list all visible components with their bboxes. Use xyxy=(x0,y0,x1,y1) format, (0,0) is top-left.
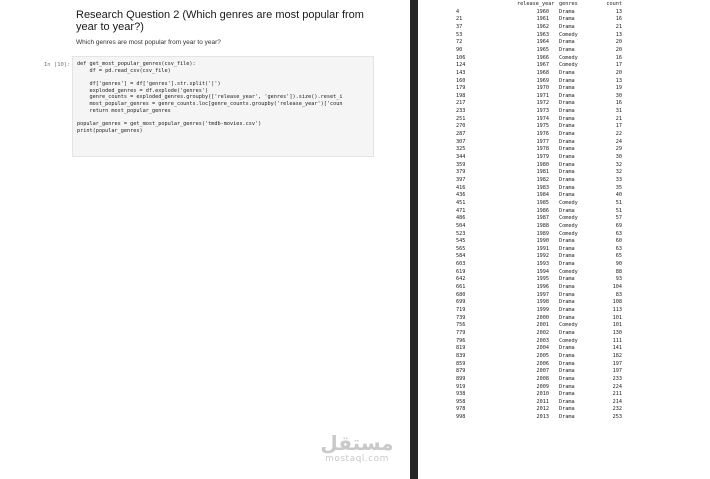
genre-cell: Drama xyxy=(559,245,575,252)
release-year-cell: 2000 xyxy=(536,314,549,321)
row-index: 642 xyxy=(456,276,466,283)
row-index: 739 xyxy=(456,314,466,321)
genre-cell: Drama xyxy=(559,261,575,268)
genre-cell: Drama xyxy=(559,131,575,138)
row-index: 699 xyxy=(456,299,466,306)
row-index: 451 xyxy=(456,199,466,206)
release-year-cell: 2008 xyxy=(536,375,549,382)
genre-cell: Drama xyxy=(559,375,575,382)
genre-cell: Drama xyxy=(559,360,575,367)
count-cell: 101 xyxy=(612,322,622,329)
code-line: print(popular_genres) xyxy=(77,127,143,134)
release-year-cell: 2006 xyxy=(536,360,549,367)
genre-cell: Drama xyxy=(559,284,575,291)
table-row xyxy=(418,85,698,92)
count-cell: 90 xyxy=(615,261,622,268)
row-index: 37 xyxy=(456,23,463,30)
genre-cell: Comedy xyxy=(559,199,578,206)
release-year-cell: 2002 xyxy=(536,329,549,336)
row-index: 719 xyxy=(456,307,466,313)
genre-cell: Comedy xyxy=(559,54,578,61)
row-index: 603 xyxy=(456,261,466,268)
count-cell: 214 xyxy=(612,398,622,405)
cell-prompt: In [10]: xyxy=(44,62,71,68)
table-row xyxy=(418,261,698,268)
row-index: 565 xyxy=(456,245,466,252)
count-cell: 30 xyxy=(615,92,622,99)
table-row xyxy=(418,384,698,391)
release-year-cell: 2009 xyxy=(536,383,549,390)
count-cell: 32 xyxy=(615,161,622,168)
table-row xyxy=(418,185,698,192)
release-year-cell: 1972 xyxy=(536,100,549,107)
genre-cell: Drama xyxy=(559,368,575,375)
table-row xyxy=(418,307,698,314)
count-cell: 20 xyxy=(615,69,622,76)
count-cell: 63 xyxy=(615,230,622,237)
row-index: 344 xyxy=(456,154,466,160)
count-cell: 101 xyxy=(612,314,622,321)
row-index: 619 xyxy=(456,268,466,275)
count-cell: 13 xyxy=(615,8,622,15)
genre-cell: Drama xyxy=(559,352,575,359)
table-row xyxy=(418,406,698,413)
genre-cell: Drama xyxy=(559,92,575,99)
count-cell: 65 xyxy=(615,253,622,260)
release-year-cell: 1987 xyxy=(536,215,549,222)
row-index: 756 xyxy=(456,322,466,329)
genre-cell: Drama xyxy=(559,207,575,214)
table-row xyxy=(418,200,698,207)
table-row xyxy=(418,9,698,16)
release-year-cell: 2010 xyxy=(536,391,549,398)
genre-cell: Drama xyxy=(559,115,575,122)
table-row xyxy=(418,169,698,176)
row-index: 436 xyxy=(456,192,466,199)
count-cell: 57 xyxy=(615,215,622,222)
row-index: 938 xyxy=(456,391,466,398)
release-year-cell: 1998 xyxy=(536,299,549,306)
research-question-heading: Research Question 2 (Which genres are most popular from year to year?) xyxy=(76,9,364,33)
code-line: exploded_genres = df.explode('genres') xyxy=(77,87,209,94)
release-year-cell: 1969 xyxy=(536,77,549,84)
row-index: 879 xyxy=(456,368,466,375)
table-row xyxy=(418,361,698,368)
table-row xyxy=(418,116,698,123)
count-cell: 211 xyxy=(612,391,622,398)
release-year-cell: 1994 xyxy=(536,268,549,275)
row-index: 143 xyxy=(456,69,466,76)
genre-cell: Drama xyxy=(559,276,575,283)
release-year-cell: 1976 xyxy=(536,131,549,138)
release-year-cell: 1996 xyxy=(536,284,549,291)
row-index: 899 xyxy=(456,375,466,382)
release-year-cell: 1989 xyxy=(536,230,549,237)
release-year-cell: 2003 xyxy=(536,337,549,344)
count-cell: 21 xyxy=(615,115,622,122)
table-row xyxy=(418,47,698,54)
release-year-cell: 1997 xyxy=(536,291,549,298)
table-row xyxy=(418,284,698,291)
table-row xyxy=(418,315,698,322)
row-index: 270 xyxy=(456,123,466,130)
genre-cell: Drama xyxy=(559,16,575,23)
genre-cell: Drama xyxy=(559,391,575,398)
genre-cell: Drama xyxy=(559,192,575,199)
question-text: Which genres are most popular from year to year? xyxy=(76,39,221,46)
genre-cell: Drama xyxy=(559,253,575,260)
table-row xyxy=(418,24,698,31)
release-year-cell: 1990 xyxy=(536,238,549,245)
column-header: genres xyxy=(559,1,578,7)
count-cell: 63 xyxy=(615,245,622,252)
code-line: df = pd.read_csv(csv_file) xyxy=(77,67,171,74)
row-index: 958 xyxy=(456,398,466,405)
release-year-cell: 2013 xyxy=(536,414,549,421)
row-index: 72 xyxy=(456,39,463,46)
release-year-cell: 1960 xyxy=(536,8,549,15)
table-row xyxy=(418,208,698,215)
table-row xyxy=(418,123,698,130)
row-index: 287 xyxy=(456,131,466,138)
count-cell: 13 xyxy=(615,77,622,84)
count-cell: 253 xyxy=(612,414,622,421)
row-index: 661 xyxy=(456,284,466,291)
genre-cell: Comedy xyxy=(559,62,578,69)
release-year-cell: 2012 xyxy=(536,406,549,413)
release-year-cell: 2007 xyxy=(536,368,549,375)
genre-cell: Drama xyxy=(559,307,575,313)
table-row xyxy=(418,39,698,46)
row-index: 251 xyxy=(456,115,466,122)
release-year-cell: 1978 xyxy=(536,146,549,153)
genre-cell: Drama xyxy=(559,39,575,46)
genre-cell: Drama xyxy=(559,184,575,191)
count-cell: 24 xyxy=(615,138,622,145)
count-cell: 16 xyxy=(615,16,622,23)
genre-cell: Drama xyxy=(559,69,575,76)
release-year-cell: 1971 xyxy=(536,92,549,99)
table-row xyxy=(418,322,698,329)
count-cell: 108 xyxy=(612,299,622,306)
table-row xyxy=(418,146,698,153)
genre-cell: Drama xyxy=(559,383,575,390)
genre-cell: Comedy xyxy=(559,337,578,344)
count-cell: 20 xyxy=(615,39,622,46)
genre-cell: Drama xyxy=(559,146,575,153)
row-index: 325 xyxy=(456,146,466,153)
count-cell: 17 xyxy=(615,123,622,130)
table-row xyxy=(418,376,698,383)
count-cell: 141 xyxy=(612,345,622,352)
count-cell: 13 xyxy=(615,31,622,38)
row-index: 819 xyxy=(456,345,466,352)
table-row xyxy=(418,238,698,245)
release-year-cell: 1988 xyxy=(536,222,549,229)
table-row xyxy=(418,93,698,100)
count-cell: 232 xyxy=(612,406,622,413)
table-row xyxy=(418,78,698,85)
count-cell: 69 xyxy=(615,222,622,229)
count-cell: 51 xyxy=(615,207,622,214)
row-index: 4 xyxy=(456,8,460,15)
count-cell: 197 xyxy=(612,368,622,375)
count-cell: 19 xyxy=(615,85,622,92)
release-year-cell: 1966 xyxy=(536,54,549,61)
genre-cell: Comedy xyxy=(559,322,578,329)
genre-cell: Drama xyxy=(559,238,575,245)
release-year-cell: 1977 xyxy=(536,138,549,145)
table-row xyxy=(418,16,698,23)
release-year-cell: 1981 xyxy=(536,169,549,176)
row-index: 504 xyxy=(456,222,466,229)
release-year-cell: 1979 xyxy=(536,154,549,160)
row-index: 998 xyxy=(456,414,466,421)
table-row xyxy=(418,162,698,169)
count-cell: 40 xyxy=(615,192,622,199)
table-row xyxy=(418,55,698,62)
release-year-cell: 1991 xyxy=(536,245,549,252)
watermark-logo xyxy=(312,432,402,472)
release-year-cell: 2005 xyxy=(536,352,549,359)
row-index: 90 xyxy=(456,46,463,53)
release-year-cell: 1964 xyxy=(536,39,549,46)
table-row xyxy=(418,292,698,299)
release-year-cell: 1995 xyxy=(536,276,549,283)
watermark-arabic: مستقل xyxy=(320,431,394,455)
table-row xyxy=(418,223,698,230)
count-cell: 104 xyxy=(612,284,622,291)
row-index: 106 xyxy=(456,54,466,61)
count-cell: 182 xyxy=(612,352,622,359)
count-cell: 31 xyxy=(615,108,622,115)
release-year-cell: 1982 xyxy=(536,176,549,183)
table-row xyxy=(418,192,698,199)
count-cell: 32 xyxy=(615,169,622,176)
genre-cell: Drama xyxy=(559,329,575,336)
row-index: 680 xyxy=(456,291,466,298)
count-cell: 113 xyxy=(612,307,622,313)
table-row xyxy=(418,70,698,77)
pane-divider xyxy=(410,0,418,479)
release-year-cell: 1970 xyxy=(536,85,549,92)
count-cell: 17 xyxy=(615,62,622,69)
release-year-cell: 1985 xyxy=(536,199,549,206)
table-row xyxy=(418,154,698,161)
row-index: 217 xyxy=(456,100,466,107)
genre-cell: Drama xyxy=(559,299,575,306)
count-cell: 111 xyxy=(612,337,622,344)
count-cell: 233 xyxy=(612,375,622,382)
row-index: 124 xyxy=(456,62,466,69)
release-year-cell: 1968 xyxy=(536,69,549,76)
count-cell: 35 xyxy=(615,184,622,191)
table-row xyxy=(418,299,698,306)
count-cell: 21 xyxy=(615,23,622,30)
code-line: genre_counts = exploded_genres.groupby(['release_year', 'genres']).size().reset_i xyxy=(77,94,343,101)
genre-cell: Drama xyxy=(559,138,575,145)
row-index: 397 xyxy=(456,176,466,183)
table-row xyxy=(418,62,698,69)
release-year-cell: 2001 xyxy=(536,322,549,329)
row-index: 198 xyxy=(456,92,466,99)
column-header: count xyxy=(606,1,622,7)
release-year-cell: 1993 xyxy=(536,261,549,268)
genre-cell: Drama xyxy=(559,291,575,298)
table-row xyxy=(418,100,698,107)
table-row xyxy=(418,345,698,352)
column-header: release_year xyxy=(517,1,555,7)
table-header xyxy=(418,1,698,8)
genre-cell: Drama xyxy=(559,23,575,30)
release-year-cell: 1965 xyxy=(536,46,549,53)
count-cell: 60 xyxy=(615,238,622,245)
count-cell: 16 xyxy=(615,54,622,61)
row-index: 796 xyxy=(456,337,466,344)
code-line xyxy=(77,115,373,122)
release-year-cell: 1967 xyxy=(536,62,549,69)
count-cell: 88 xyxy=(615,268,622,275)
table-row xyxy=(418,131,698,138)
row-index: 53 xyxy=(456,31,463,38)
row-index: 233 xyxy=(456,108,466,115)
release-year-cell: 2004 xyxy=(536,345,549,352)
code-line: popular_genres = get_most_popular_genres('tmdb-movies.csv') xyxy=(77,121,262,128)
genre-cell: Drama xyxy=(559,161,575,168)
watermark-latin: mostaql.com xyxy=(325,454,389,464)
genre-cell: Comedy xyxy=(559,215,578,222)
code-line: df['genres'] = df['genres'].str.split('|') xyxy=(77,81,221,88)
release-year-cell: 1986 xyxy=(536,207,549,214)
release-year-cell: 1963 xyxy=(536,31,549,38)
release-year-cell: 1961 xyxy=(536,16,549,23)
table-row xyxy=(418,253,698,260)
release-year-cell: 1962 xyxy=(536,23,549,30)
row-index: 584 xyxy=(456,253,466,260)
table-row xyxy=(418,231,698,238)
genre-cell: Drama xyxy=(559,406,575,413)
table-row xyxy=(418,139,698,146)
row-index: 379 xyxy=(456,169,466,176)
genre-cell: Drama xyxy=(559,314,575,321)
genre-cell: Drama xyxy=(559,123,575,130)
code-line: return most_popular_genres xyxy=(77,107,171,114)
table-row xyxy=(418,177,698,184)
count-cell: 33 xyxy=(615,176,622,183)
table-row xyxy=(418,353,698,360)
genre-cell: Drama xyxy=(559,398,575,405)
row-index: 179 xyxy=(456,85,466,92)
genre-cell: Drama xyxy=(559,85,575,92)
release-year-cell: 1973 xyxy=(536,108,549,115)
row-index: 416 xyxy=(456,184,466,191)
genre-cell: Comedy xyxy=(559,230,578,237)
count-cell: 130 xyxy=(612,329,622,336)
release-year-cell: 1983 xyxy=(536,184,549,191)
count-cell: 20 xyxy=(615,46,622,53)
genre-cell: Drama xyxy=(559,176,575,183)
row-index: 839 xyxy=(456,352,466,359)
table-row xyxy=(418,32,698,39)
code-line: most_popular_genres = genre_counts.loc[genre_counts.groupby('release_year')['coun xyxy=(77,101,343,108)
genre-cell: Drama xyxy=(559,345,575,352)
count-cell: 29 xyxy=(615,146,622,153)
genre-cell: Drama xyxy=(559,77,575,84)
table-row xyxy=(418,368,698,375)
genre-cell: Drama xyxy=(559,100,575,107)
release-year-cell: 1984 xyxy=(536,192,549,199)
release-year-cell: 2011 xyxy=(536,398,549,405)
count-cell: 83 xyxy=(615,291,622,298)
count-cell: 30 xyxy=(615,154,622,160)
count-cell: 224 xyxy=(612,383,622,390)
table-row xyxy=(418,399,698,406)
genre-cell: Drama xyxy=(559,8,575,15)
table-row xyxy=(418,330,698,337)
code-cell[interactable] xyxy=(72,56,374,157)
row-index: 919 xyxy=(456,383,466,390)
count-cell: 93 xyxy=(615,276,622,283)
release-year-cell: 1980 xyxy=(536,161,549,168)
row-index: 160 xyxy=(456,77,466,84)
row-index: 21 xyxy=(456,16,463,23)
row-index: 486 xyxy=(456,215,466,222)
count-cell: 197 xyxy=(612,360,622,367)
genre-cell: Comedy xyxy=(559,268,578,275)
release-year-cell: 1974 xyxy=(536,115,549,122)
table-row xyxy=(418,276,698,283)
table-row xyxy=(418,246,698,253)
table-row xyxy=(418,414,698,421)
genre-cell: Comedy xyxy=(559,31,578,38)
release-year-cell: 1992 xyxy=(536,253,549,260)
table-row xyxy=(418,215,698,222)
row-index: 471 xyxy=(456,207,466,214)
row-index: 545 xyxy=(456,238,466,245)
row-index: 359 xyxy=(456,161,466,168)
genre-cell: Drama xyxy=(559,414,575,421)
release-year-cell: 1975 xyxy=(536,123,549,130)
code-line xyxy=(77,74,373,81)
code-line: def get_most_popular_genres(csv_file): xyxy=(77,61,196,67)
count-cell: 22 xyxy=(615,131,622,138)
output-pane xyxy=(418,0,710,479)
count-cell: 16 xyxy=(615,100,622,107)
row-index: 978 xyxy=(456,406,466,413)
table-row xyxy=(418,338,698,345)
row-index: 859 xyxy=(456,360,466,367)
genre-cell: Drama xyxy=(559,154,575,160)
table-row xyxy=(418,269,698,276)
release-year-cell: 1999 xyxy=(536,307,549,313)
code-editor[interactable] xyxy=(73,57,373,135)
table-row xyxy=(418,391,698,398)
genre-cell: Drama xyxy=(559,169,575,176)
row-index: 523 xyxy=(456,230,466,237)
row-index: 779 xyxy=(456,329,466,336)
count-cell: 51 xyxy=(615,199,622,206)
table-row xyxy=(418,108,698,115)
genre-cell: Drama xyxy=(559,46,575,53)
row-index: 307 xyxy=(456,138,466,145)
genre-cell: Comedy xyxy=(559,222,578,229)
genre-cell: Drama xyxy=(559,108,575,115)
